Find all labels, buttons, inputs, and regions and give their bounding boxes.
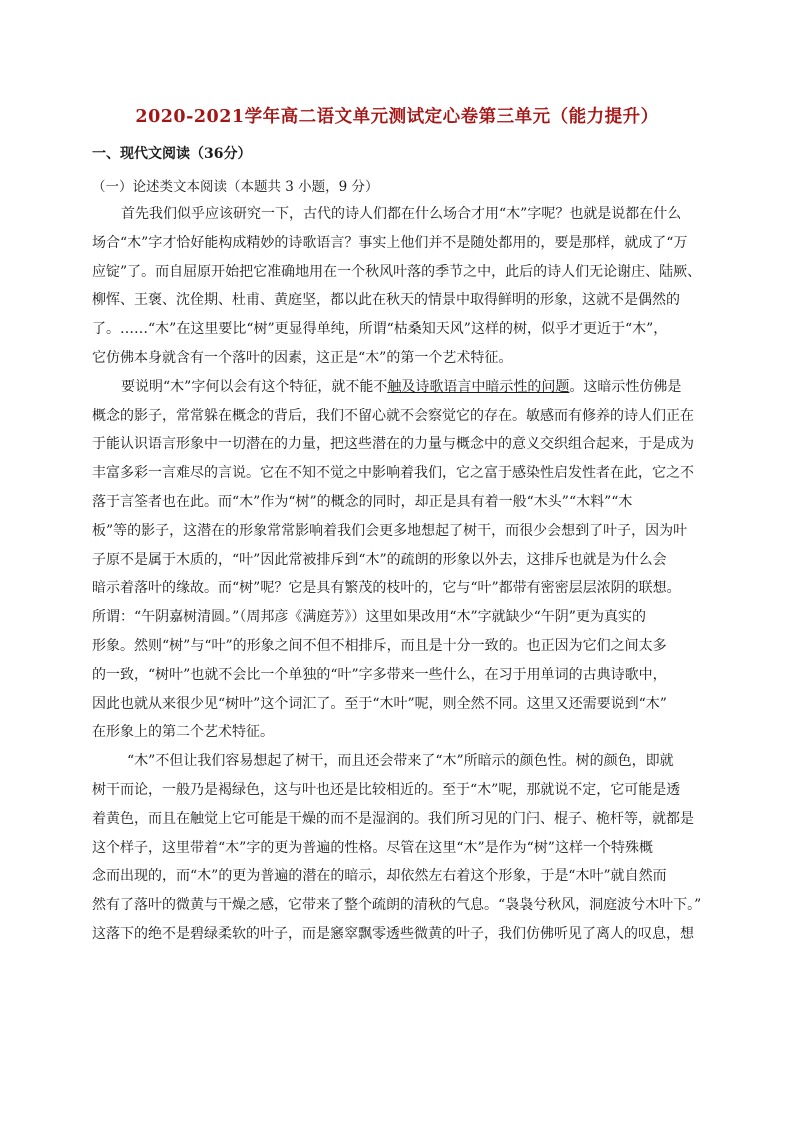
subsection-heading: （一）论述类文本阅读（本题共 3 小题，9 分）	[92, 179, 379, 195]
paragraph-2-line: 的一致，“树叶”也就不会比一个单独的“叶”字多带来一些什么，在习于用单词的古典诗歌中，	[92, 666, 667, 683]
paragraph-2-trail-text: 。这暗示性仿佛是	[569, 378, 682, 395]
paragraph-3-line: 念而出现的，而“木”的更为普遍的潜在的暗示，却依然左右着这个形象，于是“木叶”就自然而	[92, 868, 667, 885]
paragraph-2-line: 子原不是属于木质的，“叶”因此常被排斥到“木”的疏朗的形象以外去，这排斥也就是为什么会	[92, 551, 667, 568]
article-body	[92, 200, 712, 949]
paragraph-2-line: 形象。然则“树”与“叶”的形象之间不但不相排斥，而且是十分一致的。也正因为它们之间太多	[92, 637, 667, 654]
paragraph-2-line: 概念的影子，常常躲在概念的背后，我们不留心就不会察觉它的存在。敏感而有修养的诗人们正在	[92, 407, 694, 424]
underlined-phrase: 触及诗歌语言中暗示性的问题	[387, 378, 570, 395]
paragraph-3-line: “木”不但让我们容易想起了树干，而且还会带来了“木”所暗示的颜色性。树的颜色，即就	[127, 753, 674, 770]
paragraph-3-line: 然有了落叶的微黄与干燥之感，它带来了整个疏朗的清秋的气息。“袅袅兮秋风，洞庭波兮木叶下。”	[92, 897, 702, 914]
paragraph-3-line: 着黄色，而且在触觉上它可能是干燥的而不是湿润的。我们所习见的门闩、棍子、桅杆等，就都是	[92, 810, 694, 827]
paragraph-2-line: 因此也就从来很少见“树叶”这个词汇了。至于“木叶”呢，则全然不同。这里又还需要说到“木”	[92, 695, 667, 712]
paragraph-1-line: 了。……“木”在这里要比“树”更显得单纯，所谓“枯桑知天风”这样的树，似乎才更近于“木”，	[92, 321, 668, 338]
paragraph-1-line: 应锭”了。而自屈原开始把它准确地用在一个秋风叶落的季节之中，此后的诗人们无论谢庄、陆厥、	[92, 263, 702, 280]
document-title: 2020-2021学年高二语文单元测试定心卷第三单元（能力提升）	[135, 107, 659, 127]
paragraph-2-line: 所谓：“午阴嘉树清圆。”（周邦彦《满庭芳》）这里如果改用“木”字就缺少“午阴”更为真实的	[92, 609, 646, 626]
paragraph-3-line: 树干而论，一般乃是褐绿色，这与叶也还是比较相近的。至于“木”呢，那就说不定，它可能是透	[92, 781, 681, 798]
paragraph-2-line: 落于言筌者也在此。而“木”作为“树”的概念的同时，却正是具有着一般“木头”“木料”“木	[92, 493, 633, 510]
paragraph-2-line: 于能认识语言形象中一切潜在的力量，把这些潜在的力量与概念中的意义交织组合起来，于是成为	[92, 436, 694, 453]
paragraph-2-line: 在形象上的第二个艺术特征。	[92, 724, 274, 741]
paragraph-2-line: 板”等的影子，这潜在的形象常常影响着我们会更多地想起了树干，而很少会想到了叶子，因为叶	[92, 522, 688, 539]
paragraph-2-first-line	[92, 373, 712, 402]
paragraph-1-line: 首先我们似乎应该研究一下，古代的诗人们都在什么场合才用“木”字呢？也就是说都在什么	[121, 206, 682, 222]
paragraph-1-line: 场合“木”字才恰好能构成精妙的诗歌语言？事实上他们并不是随处都用的，要是那样，就成了“万	[92, 234, 688, 251]
paragraph-2-line: 暗示着落叶的缘故。而“树”呢？它是具有繁茂的枝叶的，它与“叶”都带有密密层层浓阴的联想。	[92, 580, 681, 597]
paragraph-3-line: 这个样子，这里带着“木”字的更为普遍的性格。尽管在这里“木”是作为“树”这样一个特殊概	[92, 839, 653, 856]
paragraph-2-lead-text: 要说明“木”字何以会有这个特征，就不能不	[121, 378, 388, 395]
paragraph-1-line: 它仿佛本身就含有一个落叶的因素，这正是“木”的第一个艺术特征。	[92, 349, 513, 366]
section-heading: 一、现代文阅读（36分）	[92, 146, 252, 162]
paragraph-2-line: 丰富多彩一言难尽的言说。它在不知不觉之中影响着我们，它之富于感染性启发性者在此，它之不	[92, 465, 694, 482]
paragraph-3-line: 这落下的绝不是碧绿柔软的叶子，而是窸窣飘零透些微黄的叶子，我们仿佛听见了离人的叹息，想	[92, 925, 694, 942]
paragraph-1-line: 柳恽、王褒、沈佺期、杜甫、黄庭坚，都以此在秋天的情景中取得鲜明的形象，这就不是偶然的	[92, 292, 680, 309]
